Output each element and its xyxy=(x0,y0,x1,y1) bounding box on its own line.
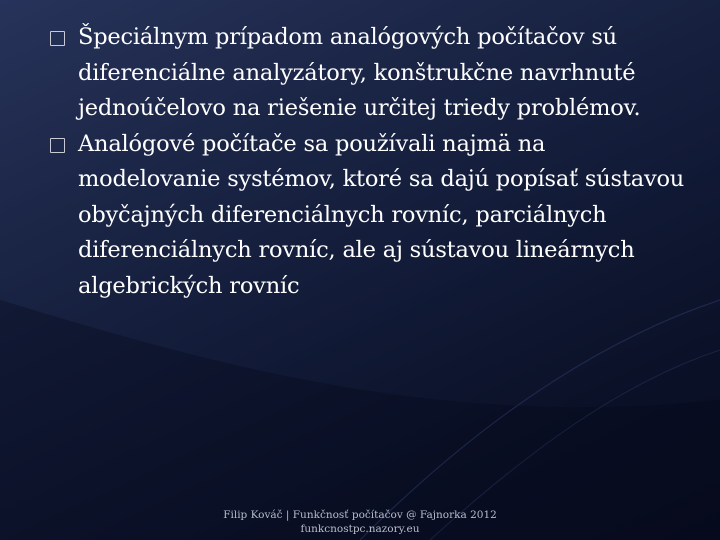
footer-website: funkcnostpc.nazory.eu xyxy=(300,523,420,535)
slide-footer xyxy=(180,508,540,536)
empty-square-icon xyxy=(50,31,65,46)
bullet-text: Špeciálnym prípadom analógových počítačov sú diferenciálne analyzátory, konštrukčne navrhnuté jednoúčelovo na riešenie určitej triedy problémov. xyxy=(78,24,641,121)
empty-square-icon xyxy=(50,138,65,153)
bullet-list xyxy=(48,20,688,304)
bullet-item xyxy=(48,127,688,305)
bullet-text: Analógové počítače sa používali najmä na modelovanie systémov, ktoré sa dajú popísať sústavou obyčajných diferenciálnych rovníc, parciálnych diferenciálnych rovníc, ale aj sústavou lineárnych algebrických rovníc xyxy=(78,130,685,299)
footer-author-line: Filip Kováč | Funkčnosť počítačov @ Fajnorka 2012 xyxy=(223,509,497,521)
bullet-item xyxy=(48,20,688,127)
